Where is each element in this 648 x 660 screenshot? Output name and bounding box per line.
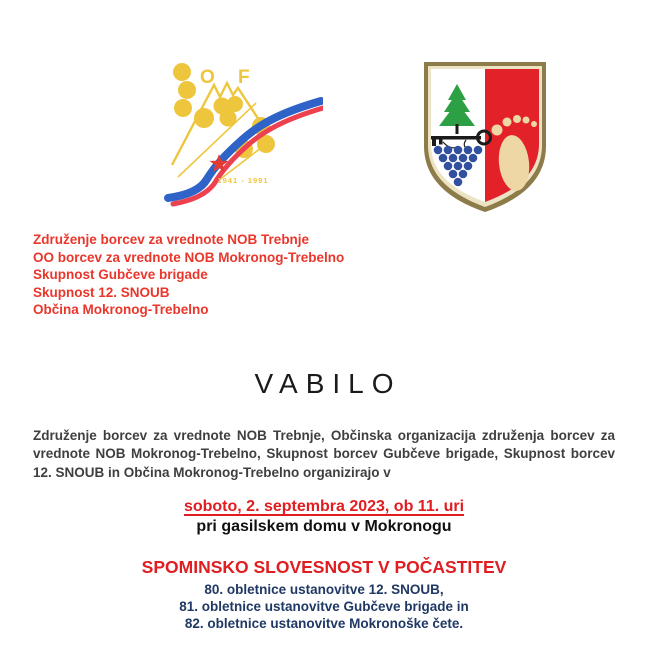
anniversary-line: 81. obletnice ustanovitve Gubčeve brigade in <box>179 599 469 615</box>
organizer-line: Skupnost 12. SNOUB <box>33 284 170 300</box>
organizer-list <box>33 231 453 319</box>
anniversary-line: 80. obletnice ustanovitve 12. SNOUB, <box>204 582 444 597</box>
of-logo <box>158 45 323 210</box>
event-datetime: soboto, 2. septembra 2023, ob 11. uri <box>183 498 465 515</box>
event-venue: pri gasilskem domu v Mokronogu <box>196 518 452 535</box>
of-anniversary-years: 1941 - 1991 <box>217 176 269 185</box>
organizer-line: OO borcev za vrednote NOB Mokronog-Trebelno <box>33 249 345 265</box>
of-letters: O F <box>200 67 259 88</box>
invitation-body: Združenje borcev za vrednote NOB Trebnje, Občinska organizacija združenja borcev za vrednote NOB Mokronog-Trebelno, Skupnost borcev Gubčeve brigade, Skupnost borcev 12. SNOUB in Občina Mokronog-Trebelno organizirajo v <box>33 428 615 480</box>
organizer-line: Občina Mokronog-Trebelno <box>33 302 209 317</box>
invitation-title: VABILO <box>254 368 402 399</box>
anniversary-line: 82. obletnice ustanovitve Mokronoške čete. <box>184 616 464 632</box>
organizer-line: Združenje borcev za vrednote NOB Trebnje <box>33 232 310 247</box>
mokronog-trebelno-coat-of-arms <box>421 58 551 216</box>
organizer-line: Skupnost Gubčeve brigade <box>33 267 208 282</box>
event-heading: SPOMINSKO SLOVESNOST V POČASTITEV <box>141 557 507 577</box>
anniversary-list <box>0 581 648 633</box>
